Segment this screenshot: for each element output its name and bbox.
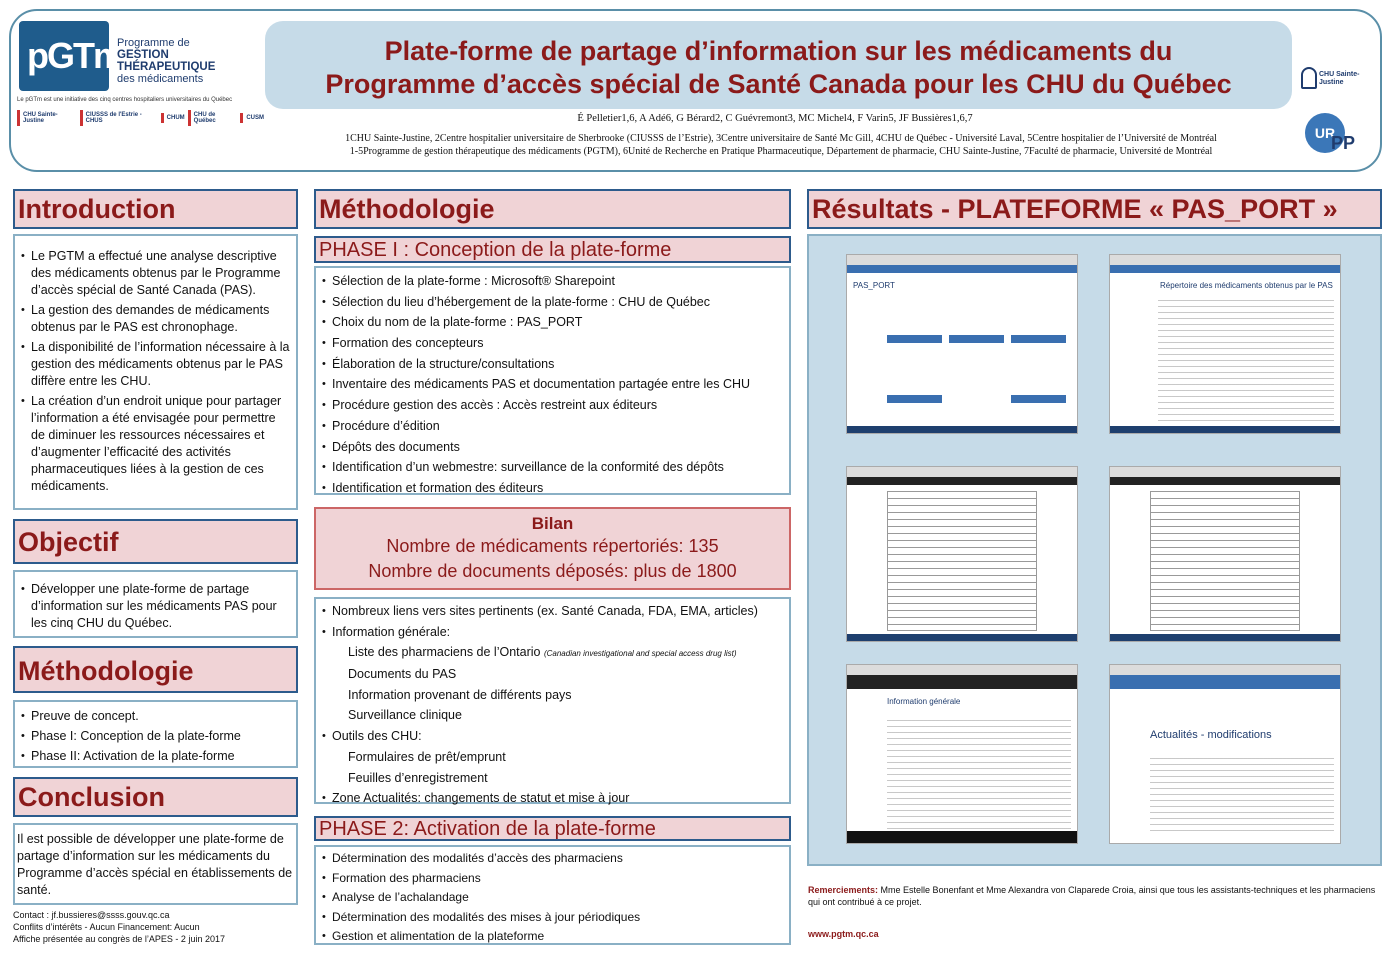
table-lines <box>1158 295 1334 421</box>
presented-at: Affiche présentée au congrès de l’APES - 2 juin 2017 <box>13 934 225 944</box>
bilan-box <box>314 507 791 590</box>
list-item: • Nombreux liens vers sites pertinents (ex. Santé Canada, FDA, EMA, articles) <box>320 603 785 620</box>
list-subitem: Feuilles d’enregistrement <box>348 770 488 785</box>
thanks-text: Mme Estelle Bonenfant et Mme Alexandra von Claparede Croia, ainsi que tous les assistants-techniques et les pharmaciens qui ont contribué à ce projet. <box>808 885 1376 907</box>
content-lines <box>1150 753 1334 831</box>
subitem-text: Liste des pharmaciens de l’Ontario <box>348 645 541 660</box>
partner-logo: CHU Sainte-Justine <box>17 110 80 126</box>
browser-bar <box>847 255 1077 265</box>
office-bar <box>1110 675 1340 689</box>
office-bar <box>847 265 1077 273</box>
phase2-box <box>314 845 791 945</box>
office-bar <box>1110 265 1340 273</box>
tile <box>1011 395 1066 403</box>
title-line-2: Programme d’accès spécial de Santé Canada pour les CHU du Québec <box>325 69 1232 99</box>
list-item: • Inventaire des médicaments PAS et documentation partagée entre les CHU <box>320 376 785 393</box>
methodologie-heading: Méthodologie <box>314 189 791 229</box>
list-item: • Formation des concepteurs <box>320 335 785 352</box>
program-line-2: GESTION THÉRAPEUTIQUE <box>117 49 216 73</box>
browser-bar <box>847 467 1077 477</box>
list-subitem: Surveillance clinique <box>348 708 462 723</box>
screenshot-label: Actualités - modifications <box>1150 729 1272 741</box>
list-item: • Procédure d’édition <box>320 418 785 435</box>
screenshot-label: PAS_PORT <box>853 281 895 290</box>
partner-logo: CHUM <box>161 113 188 123</box>
pgtm-logo-text: pGTm <box>27 35 123 76</box>
list-item: • Preuve de concept. <box>19 708 292 725</box>
methodologie-left-heading: Méthodologie <box>13 646 298 693</box>
conflicts: Conflits d’intérêts - Aucun Financement: Aucun <box>13 922 200 932</box>
screenshot-label: Répertoire des médicaments obtenus par le PAS <box>1160 281 1333 290</box>
title-band <box>265 21 1292 109</box>
list-item: • Identification et formation des éditeurs <box>320 480 785 497</box>
footer-contact <box>13 909 303 945</box>
office-bar <box>1110 477 1340 485</box>
poster-header <box>9 9 1382 172</box>
thanks-label: Remerciements: <box>808 885 879 895</box>
taskbar <box>847 426 1077 433</box>
screenshot-repertoire <box>1109 254 1341 434</box>
partner-logo: CUSM <box>240 113 267 123</box>
list-item: • Formation des pharmaciens <box>320 870 785 887</box>
list-item: • Zone Actualités: changements de statut et mise à jour <box>320 790 785 807</box>
list-item: • Élaboration de la structure/consultations <box>320 356 785 373</box>
list-item: • Procédure gestion des accès : Accès restreint aux éditeurs <box>320 397 785 414</box>
acknowledgements <box>808 884 1378 908</box>
title-line-1: Plate-forme de partage d’information sur les médicaments du <box>384 36 1173 66</box>
bilan-documents-count: Nombre de documents déposés: plus de 1800 <box>368 561 737 581</box>
screenshot-form-2 <box>1109 466 1341 642</box>
partner-logos <box>17 107 267 129</box>
tile <box>887 335 942 343</box>
phase1-heading: PHASE I : Conception de la plate-forme <box>314 236 791 263</box>
partner-logo: CHU de Québec <box>188 110 241 126</box>
list-item: • Phase I: Conception de la plate-forme <box>19 728 292 745</box>
website-link[interactable]: www.pgtm.qc.ca <box>808 929 879 939</box>
list-subitem: Information provenant de différents pays <box>348 687 572 702</box>
list-item: • Phase II: Activation de la plate-forme <box>19 748 292 765</box>
urpp-logo-pp: PP <box>1331 133 1356 153</box>
taskbar <box>1110 426 1340 433</box>
browser-bar <box>847 665 1077 675</box>
list-item: • La disponibilité de l’information nécessaire à la gestion des médicaments obtenus par le PAS diffère entre les CHU. <box>19 339 292 390</box>
list-item: • Le PGTM a effectué une analyse descriptive des médicaments obtenus par le Programme d’accès spécial de Santé Canada (PAS). <box>19 248 292 299</box>
tile <box>1011 335 1066 343</box>
browser-bar <box>1110 255 1340 265</box>
list-item: • Détermination des modalités des mises à jour périodiques <box>320 909 785 926</box>
screenshot-form-1 <box>846 466 1078 642</box>
screenshot-actualites <box>1109 664 1341 844</box>
poster-title <box>265 35 1292 101</box>
content-box <box>314 597 791 804</box>
office-bar <box>847 477 1077 485</box>
phase1-box <box>314 266 791 495</box>
results-screenshots <box>807 234 1382 866</box>
introduction-heading: Introduction <box>13 189 298 229</box>
browser-bar <box>1110 467 1340 477</box>
pgtm-note: Le pGTm est une initiative des cinq centres hospitaliers universitaires du Québec <box>17 97 233 103</box>
list-item: • Sélection du lieu d’hébergement de la plate-forme : CHU de Québec <box>320 294 785 311</box>
browser-bar <box>1110 665 1340 675</box>
list-item: • Choix du nom de la plate-forme : PAS_PORT <box>320 314 785 331</box>
taskbar <box>1110 634 1340 641</box>
partner-logo: CIUSSS de l'Estrie - CHUS <box>80 110 161 126</box>
list-item: • Analyse de l’achalandage <box>320 889 785 906</box>
tile <box>887 395 942 403</box>
contact-email: Contact : jf.bussieres@ssss.gouv.qc.ca <box>13 910 170 920</box>
screenshot-pas-port-home <box>846 254 1078 434</box>
affiliations <box>281 132 1281 158</box>
list-item: • Information générale: <box>320 624 785 641</box>
taskbar <box>847 831 1077 843</box>
taskbar <box>847 634 1077 641</box>
conclusion-box: Il est possible de développer une plate-forme de partage d’information sur les médicaments du Programme d’accès spécial en établissements de santé. <box>13 823 298 905</box>
subitem-note: (Canadian investigational and special access drug list) <box>543 649 737 659</box>
tile <box>949 335 1004 343</box>
objectif-box <box>13 570 298 638</box>
resultats-heading: Résultats - PLATEFORME « PAS_PORT » <box>807 189 1382 229</box>
affiliation-line-1: 1CHU Sainte-Justine, 2Centre hospitalier universitaire de Sherbrooke (CIUSSS de l’Estrie), 3Centre universitaire de Santé Mc Gill, 4CHU de Québec - Université Laval, 5Centre hospitalier de l’Université de Montréal <box>345 133 1217 144</box>
list-subitem: Documents du PAS <box>348 667 457 682</box>
list-subitem <box>320 644 785 662</box>
introduction-box <box>13 234 298 510</box>
list-item: • La création d’un endroit unique pour partager l’information a été envisagée pour permettre de diminuer les ressources nécessaires et d’augmenter l’efficacité des activités pharmaceutiques liées à la gestion de ces médicaments. <box>19 393 292 495</box>
office-bar <box>847 675 1077 689</box>
pgtm-logo <box>17 21 263 101</box>
list-item: • Détermination des modalités d’accès des pharmaciens <box>320 850 785 867</box>
methodologie-left-box <box>13 700 298 768</box>
list-subitem: Formulaires de prêt/emprunt <box>348 749 506 764</box>
conclusion-heading: Conclusion <box>13 777 298 817</box>
list-item: • Identification d’un webmestre: surveillance de la conformité des dépôts <box>320 459 785 476</box>
pgtm-program-name <box>117 37 267 85</box>
objectif-heading: Objectif <box>13 519 298 564</box>
screenshot-label: Information générale <box>887 697 961 706</box>
list-item: • La gestion des demandes de médicaments obtenus par le PAS est chronophage. <box>19 302 292 336</box>
bilan-title: Bilan <box>531 514 574 533</box>
list-item: • Outils des CHU: <box>320 728 785 745</box>
program-line-3: des médicaments <box>117 73 204 85</box>
tiles <box>887 315 1067 415</box>
document-page <box>1150 491 1300 631</box>
chu-logo-icon <box>1301 67 1317 89</box>
authors: É Pelletier1,6, A Adé6, G Bérard2, C Guévremont3, MC Michel4, F Varin5, JF Bussières1,6,7 <box>577 113 973 124</box>
list-item: • Dépôts des documents <box>320 439 785 456</box>
chu-logo-text: CHU Sainte-Justine <box>1319 71 1360 86</box>
content-lines <box>887 715 1071 831</box>
program-line-1: Programme de <box>117 37 190 49</box>
phase2-heading: PHASE 2: Activation de la plate-forme <box>314 816 791 841</box>
list-item: • Gestion et alimentation de la plateforme <box>320 928 785 945</box>
bilan-medications-count: Nombre de médicaments répertoriés: 135 <box>386 536 719 556</box>
affiliation-line-2: 1-5Programme de gestion thérapeutique des médicaments (PGTM), 6Unité de Recherche en Pratique Pharmaceutique, Département de pharmacie, CHU Sainte-Justine, 7Faculté de pharmacie, Université de Montréal <box>349 146 1213 157</box>
list-item: • Sélection de la plate-forme : Microsoft® Sharepoint <box>320 273 785 290</box>
urpp-logo-circle: UR <box>1305 113 1345 153</box>
pgtm-logo-mark <box>19 21 123 91</box>
screenshot-info-generale <box>846 664 1078 844</box>
urpp-logo <box>1305 113 1375 161</box>
document-page <box>887 491 1037 631</box>
chu-sainte-justine-logo <box>1301 61 1379 107</box>
list-item: • Développer une plate-forme de partage d’information sur les médicaments PAS pour les cinq CHU du Québec. <box>19 581 292 632</box>
